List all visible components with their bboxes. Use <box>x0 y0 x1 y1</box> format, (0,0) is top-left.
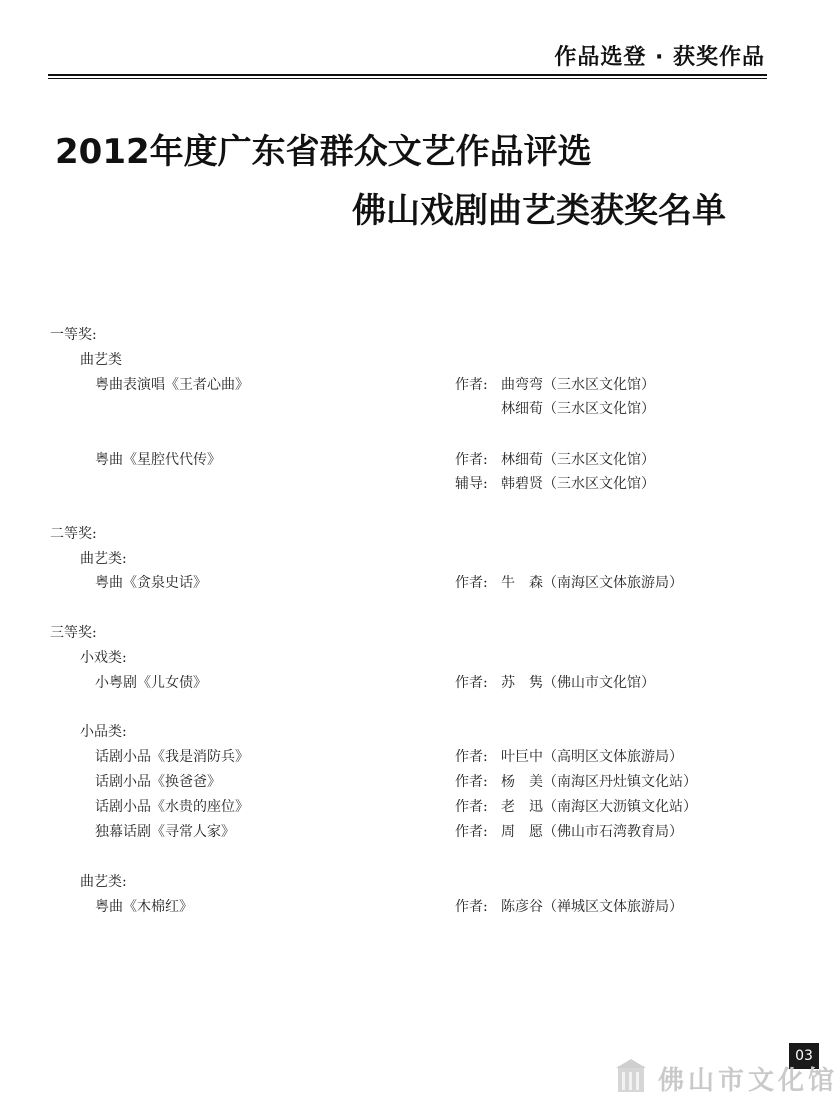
page-title-line-1: 2012年度广东省群众文艺作品评选 <box>55 132 592 172</box>
page-number: 03 <box>789 1043 819 1069</box>
credit-name: 陈彦谷（禅城区文体旅游局） <box>501 899 683 915</box>
category-heading: 曲艺类: <box>80 551 127 567</box>
credit-name: 周 愿（佛山市石湾教育局） <box>501 824 683 840</box>
award-level-second: 二等奖: <box>50 526 97 542</box>
credit-role: 作者: <box>455 749 488 765</box>
credit-name: 林细荀（三水区文化馆） <box>501 452 655 468</box>
credit-name: 杨 美（南海区丹灶镇文化站） <box>501 774 697 790</box>
category-heading: 小戏类: <box>80 650 127 666</box>
work-title: 话剧小品《水贵的座位》 <box>95 799 249 815</box>
category-heading: 小品类: <box>80 724 127 740</box>
award-level-first: 一等奖: <box>50 327 97 343</box>
credit-role: 作者: <box>455 824 488 840</box>
credit-name: 苏 隽（佛山市文化馆） <box>501 675 655 691</box>
work-title: 粤曲《贪泉史话》 <box>95 575 207 591</box>
work-title: 粤曲《星腔代代传》 <box>95 452 221 468</box>
credit-role: 作者: <box>455 575 488 591</box>
credit-role: 辅导: <box>455 476 488 492</box>
credit-role: 作者: <box>455 799 488 815</box>
credit-name: 曲弯弯（三水区文化馆） <box>501 377 655 393</box>
work-title: 独幕话剧《寻常人家》 <box>95 824 235 840</box>
watermark-text: 佛山市文化馆 <box>658 1066 838 1096</box>
building-icon <box>612 1056 652 1096</box>
credit-name: 林细荀（三水区文化馆） <box>501 401 655 417</box>
work-title: 粤曲表演唱《王者心曲》 <box>95 377 249 393</box>
award-level-third: 三等奖: <box>50 625 97 641</box>
credit-role: 作者: <box>455 675 488 691</box>
credit-role: 作者: <box>455 377 488 393</box>
credit-name: 牛 森（南海区文体旅游局） <box>501 575 683 591</box>
category-heading: 曲艺类 <box>80 352 122 368</box>
section-header: 作品选登 · 获奖作品 <box>554 45 765 70</box>
work-title: 话剧小品《换爸爸》 <box>95 774 221 790</box>
page-title-line-2: 佛山戏剧曲艺类获奖名单 <box>352 191 726 231</box>
credit-name: 老 迅（南海区大沥镇文化站） <box>501 799 697 815</box>
work-title: 小粤剧《儿女债》 <box>95 675 207 691</box>
header-rule-thin <box>48 78 767 79</box>
credit-role: 作者: <box>455 899 488 915</box>
credit-name: 叶巨中（高明区文体旅游局） <box>501 749 683 765</box>
credit-role: 作者: <box>455 452 488 468</box>
credit-role: 作者: <box>455 774 488 790</box>
work-title: 粤曲《木棉红》 <box>95 899 193 915</box>
header-rule-thick <box>48 74 767 76</box>
category-heading: 曲艺类: <box>80 874 127 890</box>
credit-name: 韩碧贤（三水区文化馆） <box>501 476 655 492</box>
work-title: 话剧小品《我是消防兵》 <box>95 749 249 765</box>
